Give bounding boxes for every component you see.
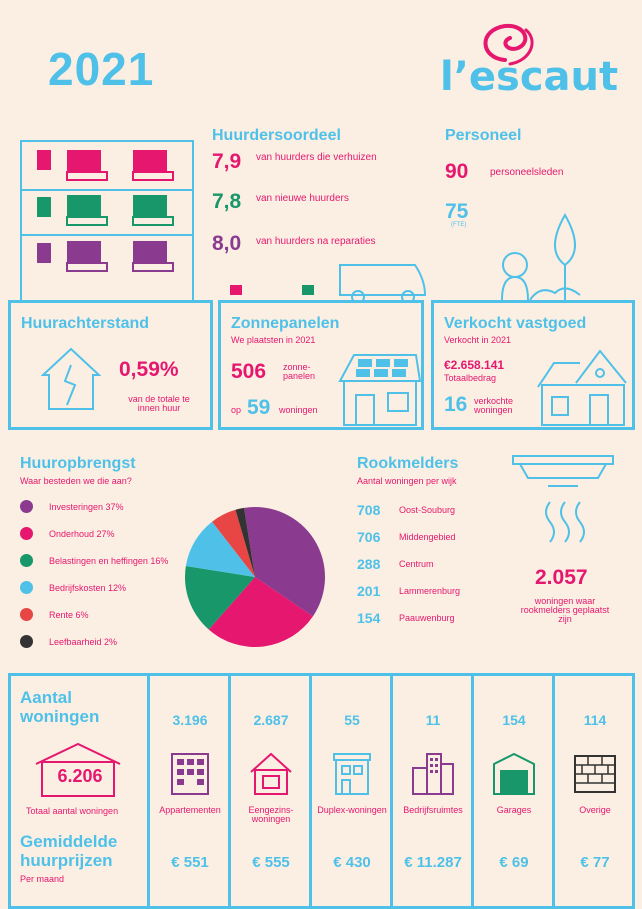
logo-text: l’escaut [440,54,619,100]
legend-dot-icon [20,608,33,621]
zonnepanelen-box [218,300,424,430]
zonnepanelen-homes-label: woningen [279,405,318,415]
woning-column-divider [471,676,474,906]
verkocht-homes-label: verkochte woningen [474,396,514,415]
woningen-total: 6.206 [57,766,103,786]
rookmelders-total-label: woningen waar rookmelders geplaatst zijn [520,596,610,624]
legend-label: Investeringen 37% [49,501,124,512]
legend-dot-icon [20,500,33,513]
legend-label: Onderhoud 27% [49,528,115,539]
woningen-title: Aantal woningen [20,688,100,726]
woningen-total-label: Totaal aantal woningen [26,806,119,816]
brick-wall-icon [571,750,619,798]
price-subtitle: Per maand [20,874,65,884]
van-tree-illustration [190,205,620,305]
apartment-icon [166,750,214,798]
woning-count: 55 [344,712,360,728]
woning-column-divider [228,676,231,906]
smoke-detector-icon [508,450,618,560]
legend-item [20,527,115,540]
personeel-count: 90 [445,160,469,183]
huuropbrengst-subtitle: Waar besteden we die aan? [20,476,132,486]
zonnepanelen-panels-label: zonne-panelen [283,362,316,381]
personeel-fte: 75 [445,200,469,223]
rookmelder-wijk: Lammerenburg [399,586,461,596]
legend-item [20,635,117,648]
woning-type-label: Eengezins-woningen [248,805,294,824]
huuropbrengst-title: Huuropbrengst [20,455,136,472]
woning-count: 2.687 [253,712,289,728]
verkocht-box [431,300,635,430]
rookmelder-wijk: Paauwenburg [399,613,455,623]
legend-dot-icon [20,635,33,648]
personeel-count-label: personeelsleden [490,167,564,178]
zonnepanelen-title: Zonnepanelen [231,315,340,332]
rookmelders-title: Rookmelders [357,455,459,472]
woning-count: 11 [425,712,441,728]
rookmelder-count: 201 [357,583,381,599]
score-reparaties-label: van huurders na reparaties [256,236,376,247]
zonnepanelen-subtitle: We plaatsten in 2021 [231,335,316,345]
sold-house-icon [534,343,630,427]
family-home-icon [247,750,295,798]
rookmelder-wijk: Oost-Souburg [399,505,456,515]
woning-column-divider [552,676,555,906]
verkocht-subtitle: Verkocht in 2021 [444,335,512,345]
legend-item [20,608,89,621]
score-nieuwe-huurders: 7,8 [212,190,242,213]
woning-count: 114 [583,712,607,728]
woning-price: € 551 [171,854,209,871]
woning-type-label: Garages [496,805,532,815]
rookmelder-count: 706 [357,529,381,545]
legend-dot-icon [20,527,33,540]
score-verhuizen: 7,9 [212,150,242,173]
personeel-title: Personeel [445,127,522,144]
legend-label: Leefbaarheid 2% [49,636,118,647]
verkocht-amount: €2.658.141 [444,358,505,372]
rookmelder-count: 708 [357,502,381,518]
broken-house-icon [41,345,101,411]
verkocht-homes: 16 [444,393,468,416]
garage-icon [490,750,538,798]
woning-price: € 555 [252,854,290,871]
rookmelder-wijk: Middengebied [399,532,456,542]
score-nieuwe-huurders-label: van nieuwe huurders [256,193,349,204]
huurachterstand-value: 0,59% [119,358,179,381]
office-icon [409,750,457,798]
woning-type-label: Duplex-woningen [317,805,387,815]
zonnepanelen-panels: 506 [231,360,267,383]
legend-dot-icon [20,554,33,567]
woning-column-divider [390,676,393,906]
legend-item [20,581,126,594]
woning-price: € 77 [580,854,610,871]
woning-count: 154 [502,712,526,728]
price-title: Gemiddelde huurprijzen [20,832,118,870]
woning-type-label: Overige [579,805,611,815]
huurdersoordeel-title: Huurdersoordeel [212,127,341,144]
duplex-icon [328,750,376,798]
score-reparaties: 8,0 [212,232,242,255]
huurachterstand-title: Huurachterstand [21,315,150,332]
legend-label: Belastingen en heffingen 16% [49,555,169,566]
woning-column-divider [309,676,312,906]
rookmelder-count: 154 [357,610,381,626]
rookmelder-count: 288 [357,556,381,572]
verkocht-amount-label: Totaalbedrag [444,373,497,383]
woning-type-label: Appartementen [159,805,221,815]
woning-type-label: Bedrijfsruimtes [403,805,463,815]
verkocht-title: Verkocht vastgoed [444,315,587,332]
legend-item [20,500,124,513]
woning-price: € 430 [333,854,371,871]
rookmelder-wijk: Centrum [399,559,434,569]
legend-label: Rente 6% [49,609,89,620]
woning-price: € 69 [499,854,529,871]
rookmelders-subtitle: Aantal woningen per wijk [357,476,457,486]
zonnepanelen-op: op [231,405,242,415]
score-verhuizen-label: van huurders die verhuizen [256,152,377,163]
legend-item [20,554,168,567]
solar-house-icon [336,351,422,427]
woning-column-divider [147,676,150,906]
rookmelders-total: 2.057 [535,566,588,589]
personeel-fte-label: (FTE) [451,222,467,228]
huurachterstand-label: van de totale te innen huur [128,394,190,413]
woning-count: 3.196 [172,712,208,728]
year-title: 2021 [48,43,155,95]
pie-chart [180,505,330,650]
legend-label: Bedrijfskosten 12% [49,582,127,593]
logo [440,20,620,100]
woning-price: € 11.287 [404,854,462,871]
huurachterstand-box [8,300,213,430]
zonnepanelen-homes: 59 [247,396,271,419]
building-illustration [15,135,215,305]
legend-dot-icon [20,581,33,594]
